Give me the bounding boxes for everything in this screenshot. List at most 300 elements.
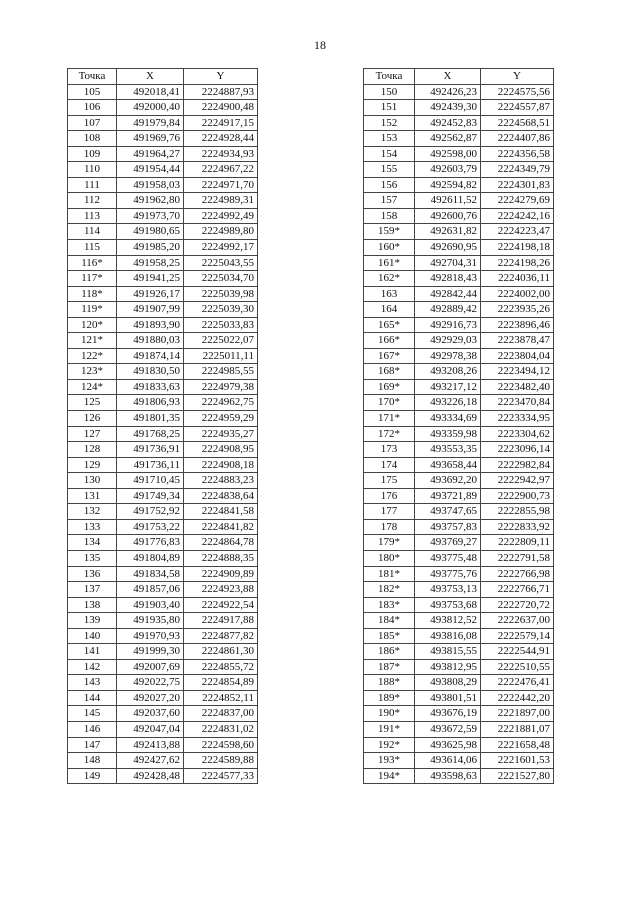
x-cell: 493692,20 [415,473,481,489]
x-cell: 492413,88 [117,737,184,753]
x-cell: 491999,30 [117,644,184,660]
table-row [364,504,554,520]
y-cell: 2224852,11 [184,690,258,706]
point-cell: 179* [364,535,415,551]
table-row [68,84,258,100]
table-row [364,644,554,660]
y-cell: 2224985,55 [184,364,258,380]
x-cell: 491941,25 [117,271,184,287]
x-cell: 491768,25 [117,426,184,442]
x-cell: 492007,69 [117,659,184,675]
table-row [68,519,258,535]
y-cell: 2225011,11 [184,348,258,364]
y-cell: 2224864,78 [184,535,258,551]
x-cell: 491801,35 [117,411,184,427]
x-cell: 491935,80 [117,613,184,629]
y-cell: 2224841,82 [184,519,258,535]
point-cell: 164 [364,302,415,318]
x-cell: 491752,92 [117,504,184,520]
y-cell: 2224908,95 [184,442,258,458]
point-cell: 157 [364,193,415,209]
point-cell: 160* [364,240,415,256]
point-cell: 138 [68,597,117,613]
table-row [68,333,258,349]
table-row [364,162,554,178]
table-row [68,597,258,613]
y-cell: 2222791,58 [481,550,554,566]
table-row [364,582,554,598]
y-cell: 2224959,29 [184,411,258,427]
y-cell: 2224841,58 [184,504,258,520]
table-row [364,706,554,722]
table-row [68,768,258,784]
y-cell: 2222442,20 [481,690,554,706]
x-cell: 492929,03 [415,333,481,349]
table-header-row [364,69,554,85]
y-cell: 2225039,98 [184,286,258,302]
x-cell: 492000,40 [117,100,184,116]
point-cell: 183* [364,597,415,613]
table-row [364,473,554,489]
table-row [364,379,554,395]
y-cell: 2223482,40 [481,379,554,395]
y-cell: 2225043,55 [184,255,258,271]
y-cell: 2223494,12 [481,364,554,380]
table-row [364,457,554,473]
point-cell: 172* [364,426,415,442]
y-cell: 2222579,14 [481,628,554,644]
table-row [68,644,258,660]
table-row [68,411,258,427]
table-row [68,488,258,504]
y-cell: 2224837,00 [184,706,258,722]
x-cell: 491985,20 [117,240,184,256]
y-cell: 2222855,98 [481,504,554,520]
point-cell: 185* [364,628,415,644]
page-number: 18 [314,38,326,52]
table-row [68,162,258,178]
y-cell: 2224598,60 [184,737,258,753]
point-cell: 137 [68,582,117,598]
x-cell: 493753,68 [415,597,481,613]
x-cell: 493553,35 [415,442,481,458]
point-cell: 128 [68,442,117,458]
table-row [364,395,554,411]
y-cell: 2223334,95 [481,411,554,427]
y-cell: 2224002,00 [481,286,554,302]
table-row [68,566,258,582]
x-cell: 491833,63 [117,379,184,395]
table-header-row [68,69,258,85]
table-row [68,224,258,240]
point-cell: 186* [364,644,415,660]
table-row [68,628,258,644]
point-cell: 108 [68,131,117,147]
table-row [364,550,554,566]
y-cell: 2222982,84 [481,457,554,473]
table-row [68,395,258,411]
point-cell: 163 [364,286,415,302]
x-cell: 492631,82 [415,224,481,240]
x-cell: 493812,52 [415,613,481,629]
x-cell: 491903,40 [117,597,184,613]
x-cell: 493334,69 [415,411,481,427]
point-cell: 184* [364,613,415,629]
x-cell: 493208,26 [415,364,481,380]
y-cell: 2224577,33 [184,768,258,784]
point-cell: 159* [364,224,415,240]
point-cell: 119* [68,302,117,318]
x-cell: 492889,42 [415,302,481,318]
y-cell: 2222900,73 [481,488,554,504]
x-cell: 493676,19 [415,706,481,722]
table-row [364,426,554,442]
table-row [68,442,258,458]
table-row [68,177,258,193]
point-cell: 162* [364,271,415,287]
header-y: Y [481,69,554,85]
table-row [68,379,258,395]
point-cell: 111 [68,177,117,193]
x-cell: 491907,99 [117,302,184,318]
table-row [68,208,258,224]
table-row [364,193,554,209]
table-row [68,473,258,489]
point-cell: 120* [68,317,117,333]
y-cell: 2224557,87 [481,100,554,116]
x-cell: 492818,43 [415,271,481,287]
x-cell: 491736,91 [117,442,184,458]
point-cell: 148 [68,753,117,769]
point-cell: 154 [364,146,415,162]
x-cell: 493757,83 [415,519,481,535]
table-row [364,721,554,737]
point-cell: 167* [364,348,415,364]
x-cell: 492704,31 [415,255,481,271]
x-cell: 492600,76 [415,208,481,224]
x-cell: 493775,76 [415,566,481,582]
point-cell: 118* [68,286,117,302]
x-cell: 491980,65 [117,224,184,240]
point-cell: 113 [68,208,117,224]
y-cell: 2224036,11 [481,271,554,287]
table-row [364,659,554,675]
y-cell: 2224887,93 [184,84,258,100]
point-cell: 129 [68,457,117,473]
x-cell: 493217,12 [415,379,481,395]
y-cell: 2224356,58 [481,146,554,162]
point-cell: 173 [364,442,415,458]
table-body-left [68,84,258,784]
table-row [364,271,554,287]
y-cell: 2222510,55 [481,659,554,675]
x-cell: 493816,08 [415,628,481,644]
x-cell: 493801,51 [415,690,481,706]
point-cell: 135 [68,550,117,566]
x-cell: 493808,29 [415,675,481,691]
x-cell: 492842,44 [415,286,481,302]
table-row [68,115,258,131]
y-cell: 2225034,70 [184,271,258,287]
point-cell: 168* [364,364,415,380]
point-cell: 123* [68,364,117,380]
y-cell: 2224967,22 [184,162,258,178]
y-cell: 2221881,07 [481,721,554,737]
table-row [68,706,258,722]
table-row [68,659,258,675]
x-cell: 492047,04 [117,721,184,737]
y-cell: 2224971,70 [184,177,258,193]
point-cell: 134 [68,535,117,551]
header-x: X [117,69,184,85]
y-cell: 2222833,92 [481,519,554,535]
y-cell: 2222766,98 [481,566,554,582]
x-cell: 492603,79 [415,162,481,178]
point-cell: 192* [364,737,415,753]
y-cell: 2222942,97 [481,473,554,489]
x-cell: 492562,87 [415,131,481,147]
table-row [364,737,554,753]
table-row [68,613,258,629]
point-cell: 191* [364,721,415,737]
table-row [364,131,554,147]
point-cell: 146 [68,721,117,737]
y-cell: 2224935,27 [184,426,258,442]
point-cell: 158 [364,208,415,224]
y-cell: 2221601,53 [481,753,554,769]
table-row [68,504,258,520]
table-row [364,768,554,784]
table-row [68,286,258,302]
x-cell: 493753,13 [415,582,481,598]
x-cell: 491973,70 [117,208,184,224]
table-row [364,488,554,504]
y-cell: 2224349,79 [481,162,554,178]
point-cell: 155 [364,162,415,178]
point-cell: 156 [364,177,415,193]
y-cell: 2222544,91 [481,644,554,660]
y-cell: 2224242,16 [481,208,554,224]
x-cell: 493614,06 [415,753,481,769]
table-row [364,535,554,551]
x-cell: 491880,03 [117,333,184,349]
x-cell: 493815,55 [415,644,481,660]
x-cell: 491969,76 [117,131,184,147]
y-cell: 2224928,44 [184,131,258,147]
table-row [364,566,554,582]
point-cell: 115 [68,240,117,256]
y-cell: 2224831,02 [184,721,258,737]
point-cell: 193* [364,753,415,769]
table-row [364,333,554,349]
point-cell: 112 [68,193,117,209]
y-cell: 2224909,89 [184,566,258,582]
x-cell: 491958,25 [117,255,184,271]
point-cell: 166* [364,333,415,349]
table-row [68,302,258,318]
x-cell: 491926,17 [117,286,184,302]
y-cell: 2224407,86 [481,131,554,147]
x-cell: 491749,34 [117,488,184,504]
y-cell: 2224575,56 [481,84,554,100]
y-cell: 2224992,49 [184,208,258,224]
point-cell: 177 [364,504,415,520]
table-row [364,240,554,256]
header-y: Y [184,69,258,85]
y-cell: 2224198,18 [481,240,554,256]
y-cell: 2224838,64 [184,488,258,504]
table-row [364,675,554,691]
x-cell: 493598,63 [415,768,481,784]
table-row [364,597,554,613]
point-cell: 142 [68,659,117,675]
y-cell: 2222809,11 [481,535,554,551]
x-cell: 493747,65 [415,504,481,520]
table-row [364,177,554,193]
point-cell: 125 [68,395,117,411]
point-cell: 182* [364,582,415,598]
y-cell: 2224854,89 [184,675,258,691]
y-cell: 2224589,88 [184,753,258,769]
y-cell: 2224301,83 [481,177,554,193]
point-cell: 144 [68,690,117,706]
point-cell: 105 [68,84,117,100]
table-row [68,737,258,753]
y-cell: 2223470,84 [481,395,554,411]
table-row [364,613,554,629]
point-cell: 116* [68,255,117,271]
x-cell: 492022,75 [117,675,184,691]
x-cell: 492426,23 [415,84,481,100]
x-cell: 492427,62 [117,753,184,769]
table-row [68,146,258,162]
point-cell: 174 [364,457,415,473]
table-row [68,753,258,769]
x-cell: 493812,95 [415,659,481,675]
x-cell: 491830,50 [117,364,184,380]
y-cell: 2224992,17 [184,240,258,256]
x-cell: 492598,00 [415,146,481,162]
x-cell: 492690,95 [415,240,481,256]
point-cell: 106 [68,100,117,116]
x-cell: 491954,44 [117,162,184,178]
point-cell: 161* [364,255,415,271]
point-cell: 150 [364,84,415,100]
y-cell: 2224934,93 [184,146,258,162]
x-cell: 491753,22 [117,519,184,535]
y-cell: 2222720,72 [481,597,554,613]
point-cell: 114 [68,224,117,240]
point-cell: 169* [364,379,415,395]
point-cell: 117* [68,271,117,287]
point-cell: 139 [68,613,117,629]
point-cell: 188* [364,675,415,691]
table-row [68,690,258,706]
y-cell: 2222637,00 [481,613,554,629]
table-row [68,255,258,271]
x-cell: 493775,48 [415,550,481,566]
table-body-right [364,84,554,784]
y-cell: 2224198,26 [481,255,554,271]
table-row [68,675,258,691]
table-row [364,411,554,427]
coordinates-table-left [67,68,258,784]
y-cell: 2224923,88 [184,582,258,598]
table-row [364,628,554,644]
table-row [68,100,258,116]
point-cell: 126 [68,411,117,427]
y-cell: 2224861,30 [184,644,258,660]
y-cell: 2223896,46 [481,317,554,333]
x-cell: 491736,11 [117,457,184,473]
point-cell: 133 [68,519,117,535]
table-row [68,240,258,256]
table-row [68,721,258,737]
y-cell: 2224900,48 [184,100,258,116]
header-point: Точка [364,69,415,85]
x-cell: 492594,82 [415,177,481,193]
table-row [364,84,554,100]
x-cell: 492027,20 [117,690,184,706]
x-cell: 493769,27 [415,535,481,551]
x-cell: 491962,80 [117,193,184,209]
y-cell: 2224908,18 [184,457,258,473]
x-cell: 491979,84 [117,115,184,131]
point-cell: 124* [68,379,117,395]
point-cell: 187* [364,659,415,675]
point-cell: 140 [68,628,117,644]
table-row [364,753,554,769]
y-cell: 2224989,80 [184,224,258,240]
point-cell: 181* [364,566,415,582]
x-cell: 493226,18 [415,395,481,411]
point-cell: 170* [364,395,415,411]
x-cell: 492452,83 [415,115,481,131]
point-cell: 122* [68,348,117,364]
point-cell: 110 [68,162,117,178]
y-cell: 2225022,07 [184,333,258,349]
x-cell: 492611,52 [415,193,481,209]
point-cell: 121* [68,333,117,349]
x-cell: 493672,59 [415,721,481,737]
x-cell: 491958,03 [117,177,184,193]
table-row [68,317,258,333]
table-row [364,348,554,364]
y-cell: 2224855,72 [184,659,258,675]
y-cell: 2225033,83 [184,317,258,333]
table-row [364,302,554,318]
x-cell: 491806,93 [117,395,184,411]
x-cell: 491710,45 [117,473,184,489]
table-row [364,255,554,271]
y-cell: 2224979,38 [184,379,258,395]
x-cell: 492916,73 [415,317,481,333]
point-cell: 189* [364,690,415,706]
point-cell: 175 [364,473,415,489]
x-cell: 493721,89 [415,488,481,504]
table-row [364,208,554,224]
point-cell: 132 [68,504,117,520]
point-cell: 141 [68,644,117,660]
y-cell: 2224917,88 [184,613,258,629]
x-cell: 491834,58 [117,566,184,582]
x-cell: 492428,48 [117,768,184,784]
table-row [68,535,258,551]
point-cell: 171* [364,411,415,427]
point-cell: 190* [364,706,415,722]
table-row [68,193,258,209]
table-row [364,519,554,535]
